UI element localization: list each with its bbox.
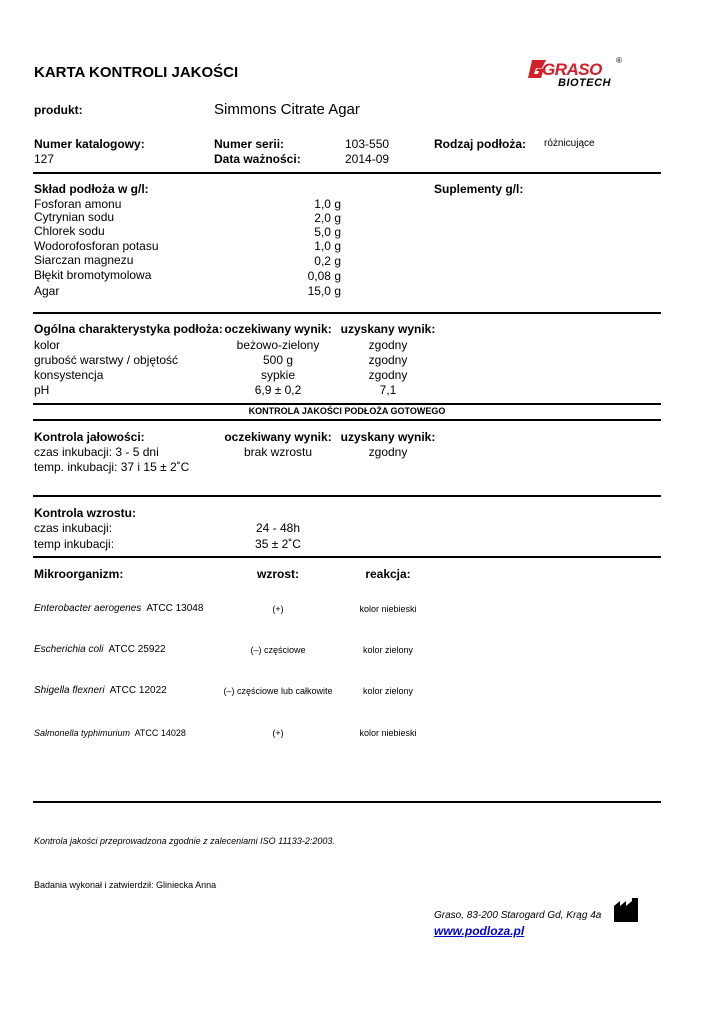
signed-by: Badania wykonał i zatwierdził: Gliniecka Anna [34, 880, 217, 890]
characteristic-name: kolor [34, 338, 61, 352]
characteristic-expected: beżowo-zielony [236, 338, 320, 352]
expiry-value: 2014-09 [345, 152, 390, 166]
ingredient-name: Błękit bromotymolowa [34, 268, 152, 282]
product-label: produkt: [34, 103, 83, 117]
growth-column-heading: wzrost: [257, 567, 299, 581]
characteristics-heading: Ogólna charakterystyka podłoża: [34, 322, 223, 336]
graso-logo [528, 56, 628, 92]
ingredient-name: Wodorofosforan potasu [34, 239, 159, 253]
divider [33, 312, 661, 314]
medium-type-label: Rodzaj podłoża: [434, 137, 526, 151]
microorganism-row [34, 644, 166, 655]
organism-reaction: kolor zielony [362, 686, 414, 696]
organism-name: Shigella flexneri [34, 685, 105, 696]
characteristic-expected: 500 g [262, 353, 294, 367]
characteristic-expected: 6,9 ± 0,2 [254, 383, 302, 397]
logo-subtext: BIOTECH [558, 77, 611, 89]
ingredient-name: Agar [34, 284, 60, 298]
composition-heading: Skład podłoża w g/l: [34, 182, 149, 196]
characteristic-obtained: zgodny [368, 368, 408, 382]
website-link[interactable]: www.podloza.pl [434, 924, 525, 938]
expected-heading: oczekiwany wynik: [224, 322, 332, 336]
characteristic-name: konsystencja [34, 368, 104, 382]
manufacturer-icon [613, 897, 641, 923]
ingredient-name: Cytrynian sodu [34, 210, 115, 224]
organism-reaction: kolor niebieski [359, 604, 417, 614]
growth-temp-value: 35 ± 2˚C [255, 537, 301, 551]
divider [33, 556, 661, 558]
sterility-heading: Kontrola jałowości: [34, 430, 145, 444]
organism-growth: (–) częściowe lub całkowite [223, 686, 333, 696]
divider [33, 419, 661, 421]
reaction-column-heading: reakcja: [365, 567, 411, 581]
company-address: Graso, 83-200 Starogard Gd, Krąg 4a [434, 910, 602, 921]
registered-mark: ® [616, 56, 622, 65]
ingredient-name: Chlorek sodu [34, 224, 105, 238]
supplements-heading: Suplementy g/l: [434, 182, 524, 196]
divider [33, 801, 661, 803]
characteristic-obtained: zgodny [368, 338, 408, 352]
organism-strain: ATCC 13048 [146, 603, 204, 614]
series-label: Numer serii: [214, 137, 285, 151]
organism-strain: ATCC 14028 [134, 728, 186, 738]
microorganism-row [34, 603, 203, 614]
series-value: 103-550 [345, 137, 390, 151]
logo-text: GRASO [542, 60, 602, 79]
ingredient-amount: 0,08 g [307, 269, 341, 283]
sterility-obtained-heading: uzyskany wynik: [340, 430, 436, 444]
expiry-label: Data ważności: [214, 152, 301, 166]
divider [33, 495, 661, 497]
ingredient-amount: 1,0 g [314, 239, 341, 253]
iso-note: Kontrola jakości przeprowadzona zgodnie z zaleceniami ISO 11133-2:2003. [34, 836, 335, 846]
characteristic-obtained: 7,1 [379, 383, 397, 397]
divider [33, 403, 661, 405]
ingredient-amount: 15,0 g [307, 284, 341, 298]
organism-growth: (–) częściowe [250, 645, 306, 655]
characteristic-expected: sypkie [260, 368, 295, 382]
organism-strain: ATCC 25922 [108, 644, 166, 655]
organism-growth: (+) [272, 604, 284, 614]
medium-type-value: różnicujące [544, 138, 595, 149]
microorganism-heading: Mikroorganizm: [34, 567, 124, 581]
ingredient-amount: 2,0 g [314, 211, 341, 225]
ingredient-name: Siarczan magnezu [34, 253, 134, 267]
organism-name: Enterobacter aerogenes [34, 603, 142, 614]
product-name: Simmons Citrate Agar [214, 101, 360, 118]
characteristic-name: grubość warstwy / objętość [34, 353, 179, 367]
characteristic-obtained: zgodny [368, 353, 408, 367]
organism-growth: (+) [272, 728, 284, 738]
sterility-expected: brak wzrostu [243, 445, 313, 459]
organism-name: Salmonella typhimurium [34, 728, 131, 738]
ingredient-amount: 5,0 g [314, 225, 341, 239]
obtained-heading: uzyskany wynik: [340, 322, 436, 336]
catalog-label: Numer katalogowy: [34, 137, 145, 151]
microorganism-row [34, 685, 167, 696]
organism-strain: ATCC 12022 [109, 685, 167, 696]
page-title: KARTA KONTROLI JAKOŚCI [34, 64, 239, 81]
divider [33, 172, 661, 174]
catalog-value: 127 [34, 152, 55, 166]
sterility-obtained: zgodny [368, 445, 408, 459]
section-banner: KONTROLA JAKOŚCI PODŁOŻA GOTOWEGO [248, 406, 446, 416]
microorganism-row [34, 728, 186, 738]
growth-time-label: czas inkubacji: [34, 521, 113, 535]
growth-time-value: 24 - 48h [255, 521, 301, 535]
organism-reaction: kolor niebieski [359, 728, 417, 738]
sterility-incubation-temp: temp. inkubacji: 37 i 15 ± 2˚C [34, 460, 190, 474]
growth-temp-label: temp inkubacji: [34, 537, 115, 551]
characteristic-name: pH [34, 383, 50, 397]
ingredient-name: Fosforan amonu [34, 197, 122, 211]
ingredient-amount: 1,0 g [314, 197, 341, 211]
organism-name: Escherichia coli [34, 644, 104, 655]
organism-reaction: kolor zielony [362, 645, 414, 655]
ingredient-amount: 0,2 g [314, 254, 341, 268]
growth-heading: Kontrola wzrostu: [34, 506, 136, 520]
sterility-incubation-time: czas inkubacji: 3 - 5 dni [34, 445, 159, 459]
sterility-expected-heading: oczekiwany wynik: [224, 430, 332, 444]
